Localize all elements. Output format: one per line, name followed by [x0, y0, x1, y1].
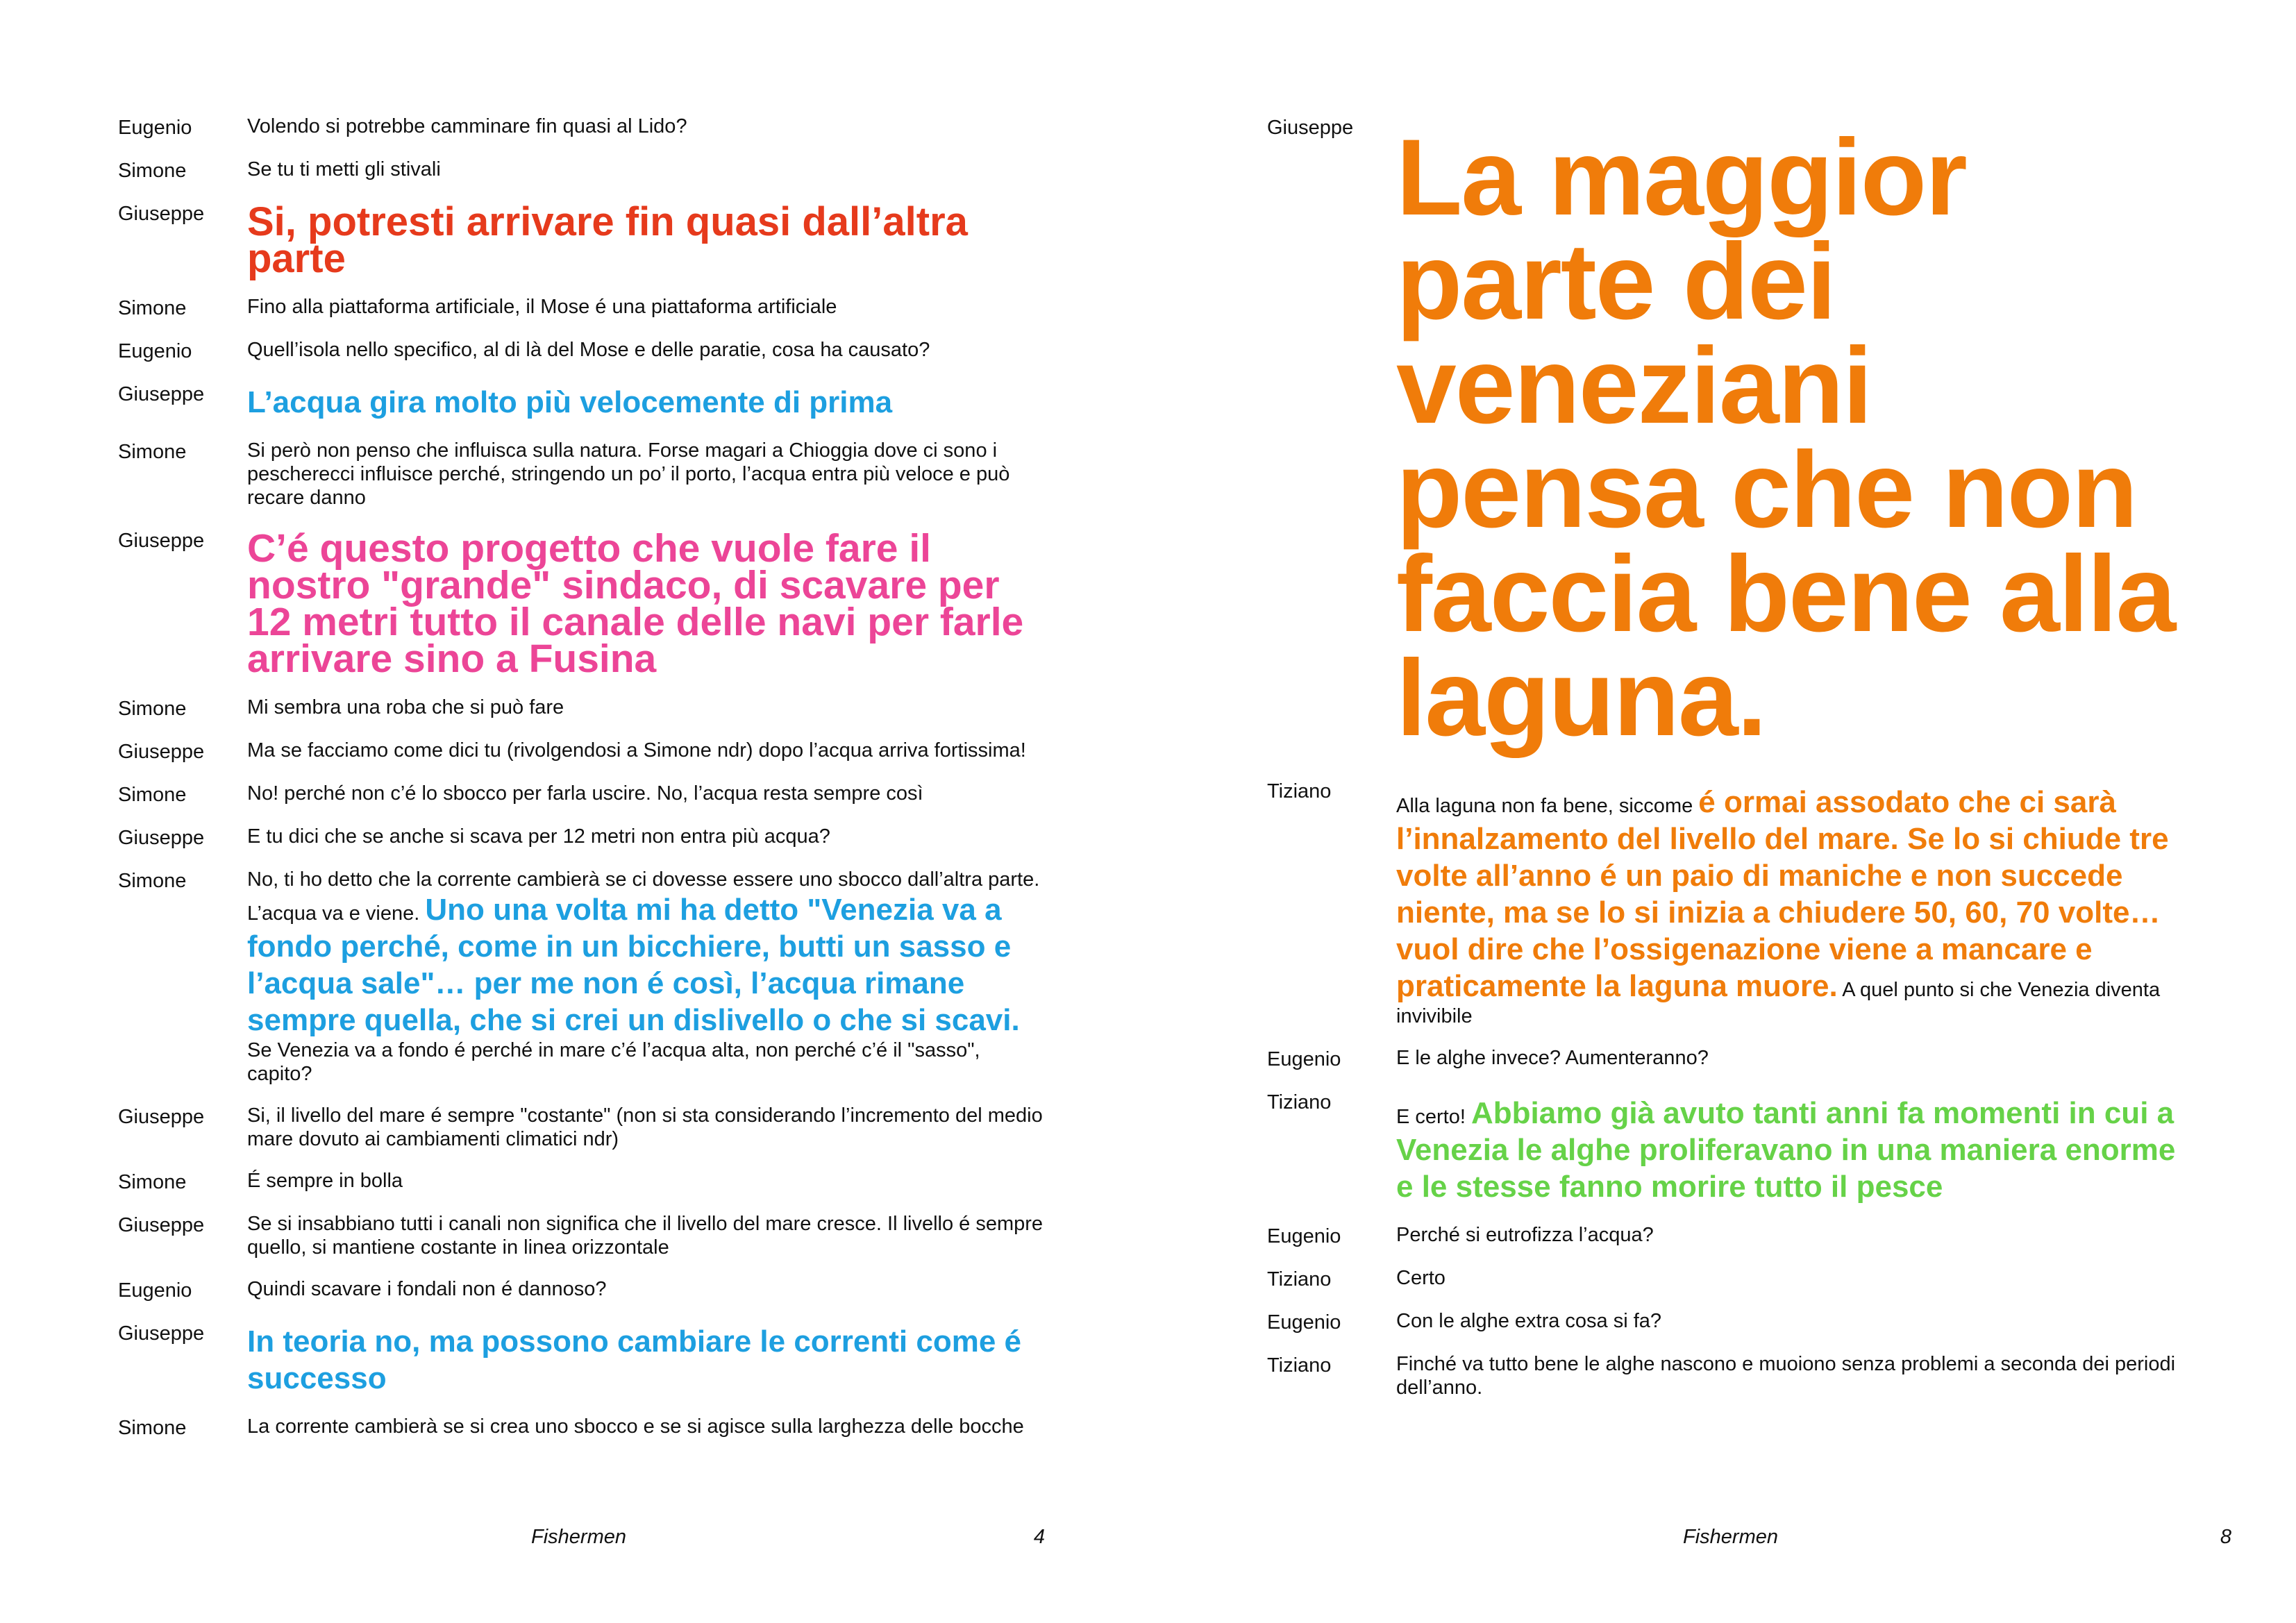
- dialogue-row: [118, 199, 1048, 281]
- speaker-name: Tiziano: [1267, 780, 1332, 802]
- dialogue-row: [1267, 1352, 2197, 1399]
- highlight-quote: In teoria no, ma possono cambiare le correnti come é successo: [247, 1325, 1021, 1395]
- dialogue-row: [118, 115, 1048, 140]
- speaker-name: Simone: [118, 698, 187, 720]
- dialogue-text: [247, 1320, 1048, 1397]
- dialogue-text: Ma se facciamo come dici tu (rivolgendosi a Simone ndr) dopo l’acqua arriva fortissima!: [247, 739, 1026, 762]
- dialogue-text: É sempre in bolla: [247, 1170, 403, 1192]
- highlight-quote: Abbiamo già avuto tanti anni fa momenti in cui a Venezia le alghe proliferavano in una maniera enorme e le stesse fanno morire tutto il pesce: [1396, 1096, 2176, 1204]
- page-number: 8: [2220, 1526, 2231, 1548]
- dialogue-row: [118, 381, 1048, 421]
- dialogue-text: [247, 526, 1048, 681]
- footer-title: Fishermen: [1683, 1526, 1778, 1548]
- dialogue-text: [1396, 115, 2197, 757]
- dialogue-row: [1267, 115, 2197, 757]
- dialogue-left: [118, 115, 1048, 1458]
- dialogue-row: [1267, 778, 2197, 1028]
- dialogue-row: [118, 158, 1048, 183]
- dialogue-text: [247, 199, 1048, 281]
- speaker-name: Giuseppe: [118, 1106, 205, 1128]
- dialogue-text: Perché si eutrofizza l’acqua?: [1396, 1224, 1654, 1246]
- speaker-name: Eugenio: [118, 117, 192, 139]
- dialogue-text: E tu dici che se anche si scava per 12 metri non entra più acqua?: [247, 825, 830, 848]
- page-number: 4: [1033, 1526, 1045, 1548]
- speaker-name: Tiziano: [1267, 1268, 1332, 1290]
- dialogue-text: No, ti ho detto che la corrente cambierà se ci dovesse essere uno sbocco dall’altra parte. L’acqua va e viene. Uno una volta mi ha detto "Venezia va a fondo perché, come in un bicchiere, butti un sasso e l’acqua sale"… per me non é così, l’acqua rimane sempre quella, che si crei un dislivello o che si scavi. Se Venezia va a fondo é perché in mare c’é l’acqua alta, non perché c’é il "sasso", capito?: [247, 868, 1040, 1085]
- dialogue-row: [118, 825, 1048, 850]
- dialogue-text: Se si insabbiano tutti i canali non significa che il livello del mare cresce. Il livello é sempre quello, si mantiene costante in linea orizzontale: [247, 1213, 1044, 1259]
- speaker-name: Simone: [118, 160, 187, 182]
- dialogue-text: Certo: [1396, 1267, 1446, 1289]
- speaker-name: Simone: [118, 784, 187, 806]
- speaker-name: Simone: [118, 1417, 187, 1439]
- speaker-name: Giuseppe: [1267, 117, 1354, 139]
- dialogue-text: Volendo si potrebbe camminare fin quasi al Lido?: [247, 115, 687, 137]
- pull-quote: La maggior parte dei veneziani pensa che non faccia bene alla laguna.: [1396, 117, 2175, 759]
- speaker-name: Giuseppe: [118, 383, 205, 405]
- dialogue-text: E le alghe invece? Aumenteranno?: [1396, 1047, 1709, 1069]
- dialogue-text: Con le alghe extra cosa si fa?: [1396, 1310, 1662, 1332]
- dialogue-text: Se tu ti metti gli stivali: [247, 158, 441, 180]
- dialogue-row: [118, 1415, 1048, 1440]
- speaker-name: Eugenio: [118, 1279, 192, 1302]
- speaker-name: Giuseppe: [118, 741, 205, 763]
- dialogue-row: [118, 526, 1048, 681]
- dialogue-row: [118, 295, 1048, 320]
- dialogue-text: Si, il livello del mare é sempre "costante" (non si sta considerando l’incremento del medio mare dovuto ai cambiamenti climatici ndr): [247, 1104, 1043, 1150]
- speaker-name: Giuseppe: [118, 1322, 205, 1345]
- dialogue-row: [118, 696, 1048, 721]
- speaker-name: Giuseppe: [118, 1214, 205, 1236]
- speaker-name: Giuseppe: [118, 530, 205, 552]
- dialogue-text: La corrente cambierà se si crea uno sbocco e se si agisce sulla larghezza delle bocche: [247, 1415, 1024, 1438]
- dialogue-text: Quell’isola nello specifico, al di là del Mose e delle paratie, cosa ha causato?: [247, 339, 930, 361]
- dialogue-row: [118, 1169, 1048, 1194]
- dialogue-row: [1267, 1309, 2197, 1334]
- speaker-name: Simone: [118, 1171, 187, 1193]
- speaker-name: Tiziano: [1267, 1354, 1332, 1377]
- speaker-name: Eugenio: [118, 340, 192, 362]
- speaker-name: Eugenio: [1267, 1225, 1341, 1247]
- dialogue-row: [118, 1104, 1048, 1151]
- speaker-name: Giuseppe: [118, 827, 205, 849]
- dialogue-row: [118, 782, 1048, 807]
- dialogue-text: Quindi scavare i fondali non é dannoso?: [247, 1278, 607, 1300]
- highlight-quote: Uno una volta mi ha detto "Venezia va a fondo perché, come in un bicchiere, butti un sasso e l’acqua sale"… per me non é così, l’acqua rimane sempre quella, che si crei un dislivello o che si scavi.: [247, 893, 1020, 1037]
- highlight-quote: L’acqua gira molto più velocemente di prima: [247, 385, 893, 419]
- dialogue-row: [118, 338, 1048, 363]
- speaker-name: Simone: [118, 297, 187, 319]
- speaker-name: Giuseppe: [118, 203, 205, 225]
- dialogue-row: [1267, 1266, 2197, 1291]
- highlight-quote: é ormai assodato che ci sarà l’innalzamento del livello del mare. Se lo si chiude tre volte all’anno é un paio di maniche e non succede niente, ma se lo si inizia a chiudere 50, 60, 70 volte… vuol dire che l’ossigenazione viene a mancare e praticamente la laguna muore.: [1396, 785, 2169, 1003]
- speaker-name: Eugenio: [1267, 1311, 1341, 1334]
- dialogue-text: E certo! Abbiamo già avuto tanti anni fa momenti in cui a Venezia le alghe proliferavano in una maniera enorme e le stesse fanno morire tutto il pesce: [1396, 1096, 2176, 1204]
- speaker-name: Simone: [118, 441, 187, 463]
- footer-title: Fishermen: [531, 1526, 626, 1548]
- dialogue-row: [118, 1277, 1048, 1302]
- dialogue-row: [1267, 1046, 2197, 1071]
- dialogue-right: [1267, 115, 2197, 1418]
- dialogue-text: No! perché non c’é lo sbocco per farla uscire. No, l’acqua resta sempre così: [247, 782, 923, 805]
- dialogue-row: [118, 1320, 1048, 1397]
- dialogue-row: [118, 439, 1048, 510]
- highlight-quote: C’é questo progetto che vuole fare il nostro "grande" sindaco, di scavare per 12 metri tutto il canale delle navi per farle arrivare sino a Fusina: [247, 526, 1024, 681]
- speaker-name: Simone: [118, 870, 187, 892]
- speaker-name: Eugenio: [1267, 1048, 1341, 1070]
- highlight-quote: Si, potresti arrivare fin quasi dall’altra parte: [247, 199, 968, 281]
- dialogue-row: [1267, 1223, 2197, 1248]
- dialogue-text: Fino alla piattaforma artificiale, il Mose é una piattaforma artificiale: [247, 296, 837, 318]
- dialogue-row: [118, 1212, 1048, 1259]
- dialogue-text: Finché va tutto bene le alghe nascono e muoiono senza problemi a seconda dei periodi dell’anno.: [1396, 1353, 2176, 1399]
- dialogue-row: [118, 868, 1048, 1086]
- dialogue-text: Mi sembra una roba che si può fare: [247, 696, 564, 718]
- dialogue-row: [118, 739, 1048, 764]
- speaker-name: Tiziano: [1267, 1091, 1332, 1113]
- right-page: [1148, 0, 2296, 1623]
- dialogue-text: [247, 381, 1048, 421]
- dialogue-row: [1267, 1089, 2197, 1205]
- dialogue-text: Alla laguna non fa bene, siccome é ormai assodato che ci sarà l’innalzamento del livello del mare. Se lo si chiude tre volte all’anno é un paio di maniche e non succede niente, ma se lo si inizia a chiudere 50, 60, 70 volte… vuol dire che l’ossigenazione viene a mancare e praticamente la laguna muore. A quel punto si che Venezia diventa invivibile: [1396, 785, 2169, 1027]
- dialogue-text: Si però non penso che influisca sulla natura. Forse magari a Chioggia dove ci sono i pescherecci influisce perché, stringendo un po’ il porto, l’acqua entra più veloce e può recare danno: [247, 439, 1010, 509]
